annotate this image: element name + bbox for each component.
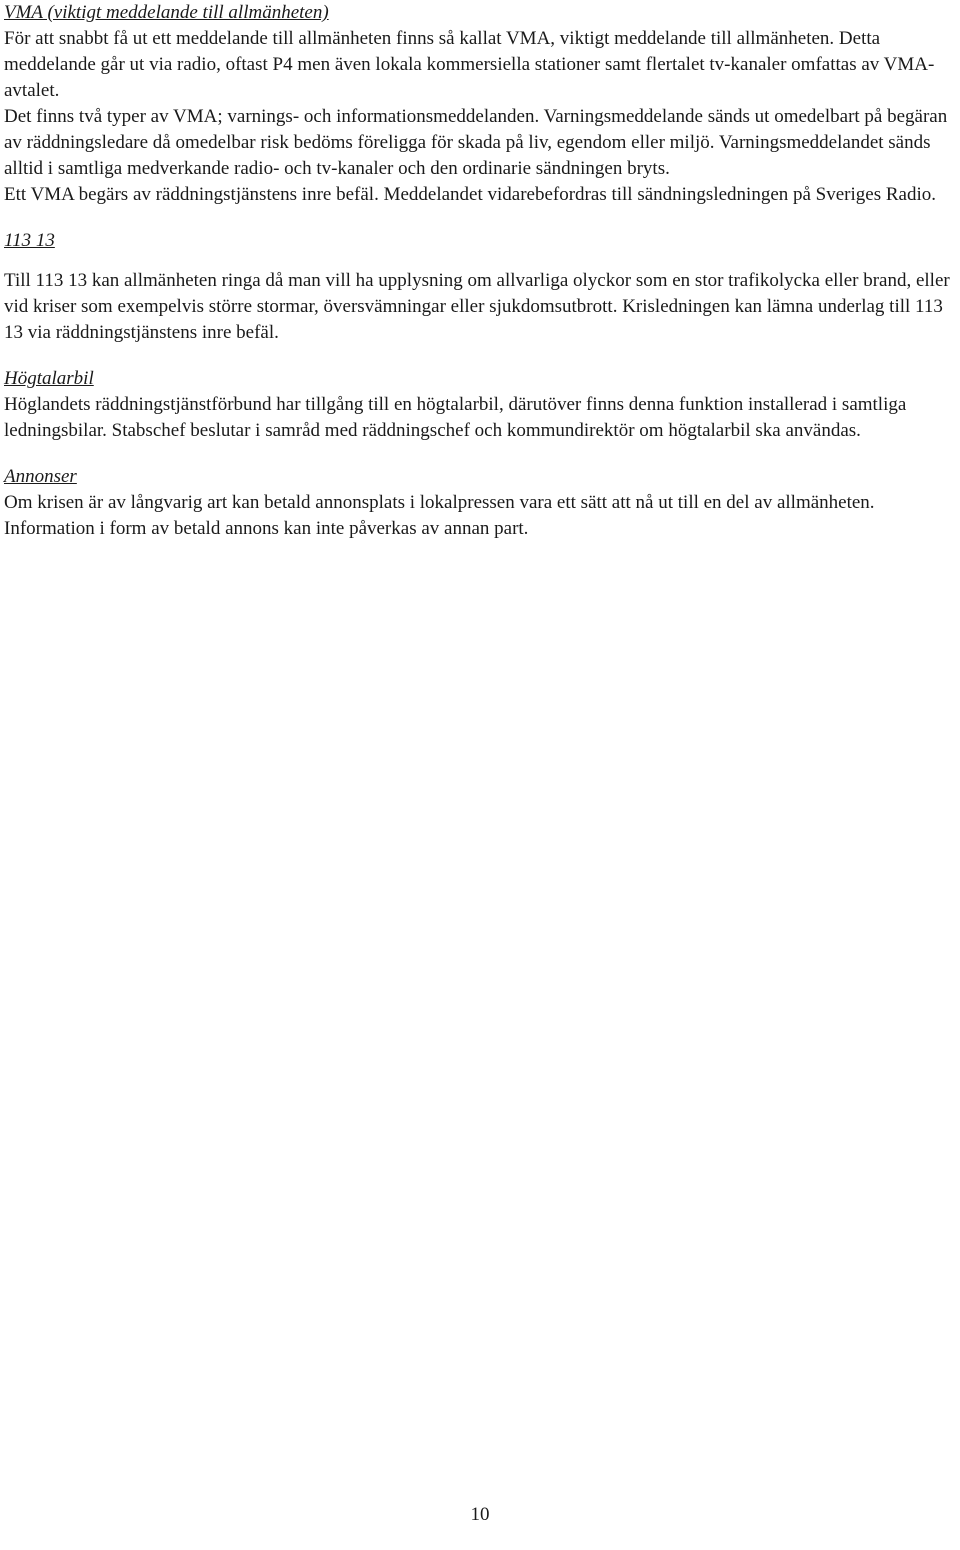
paragraph-vma-request: Ett VMA begärs av räddningstjänstens inre befäl. Meddelandet vidarebefordras till sändningsledningen på Sveriges Radio. — [4, 184, 937, 205]
section-spacer — [4, 208, 956, 228]
section-heading-vma: VMA (viktigt meddelande till allmänheten) — [4, 2, 329, 23]
heading-spacer — [4, 254, 956, 268]
paragraph-vma-intro: För att snabbt få ut ett meddelande till allmänheten finns så kallat VMA, viktigt meddelande till allmänheten. Detta meddelande går ut via radio, oftast P4 men även lokala kommersiella stationer samt flertalet tv-kanaler omfattas av VMA-avtalet. — [4, 28, 935, 101]
section-vma — [4, 0, 956, 208]
paragraph-hogtalarbil: Höglandets räddningstjänstförbund har tillgång till en högtalarbil, därutöver finns denna funktion installerad i samtliga ledningsbilar. Stabschef beslutar i samråd med räddningschef och kommundirektör om högtalarbil ska användas. — [4, 394, 907, 441]
paragraph-annonser: Om krisen är av långvarig art kan betald annonsplats i lokalpressen vara ett sätt att nå ut till en del av allmänheten. Information i form av betald annons kan inte påverkas av annan part. — [4, 492, 875, 539]
section-11313 — [4, 228, 956, 346]
section-annonser — [4, 464, 956, 542]
page-number: 10 — [470, 1504, 490, 1525]
section-spacer — [4, 444, 956, 464]
section-heading-hogtalarbil: Högtalarbil — [4, 368, 94, 389]
section-heading-11313: 113 13 — [4, 230, 55, 251]
section-spacer — [4, 346, 956, 366]
paragraph-vma-types: Det finns två typer av VMA; varnings- och informationsmeddelanden. Varningsmeddelande sänds ut omedelbart på begäran av räddningsledare då omedelbar risk bedöms föreligga för skada på liv, egendom eller miljö. Varningsmeddelandet sänds alltid i samtliga medverkande radio- och tv-kanaler och den ordinarie sändningen bryts. — [4, 106, 948, 179]
section-heading-annonser: Annonser — [4, 466, 77, 487]
paragraph-11313: Till 113 13 kan allmänheten ringa då man vill ha upplysning om allvarliga olyckor som en stor trafikolycka eller brand, eller vid kriser som exempelvis större stormar, översvämningar eller sjukdomsutbrott. Krisledningen kan lämna underlag till 113 13 via räddningstjänstens inre befäl. — [4, 270, 950, 343]
document-page — [4, 0, 956, 542]
section-hogtalarbil — [4, 366, 956, 444]
